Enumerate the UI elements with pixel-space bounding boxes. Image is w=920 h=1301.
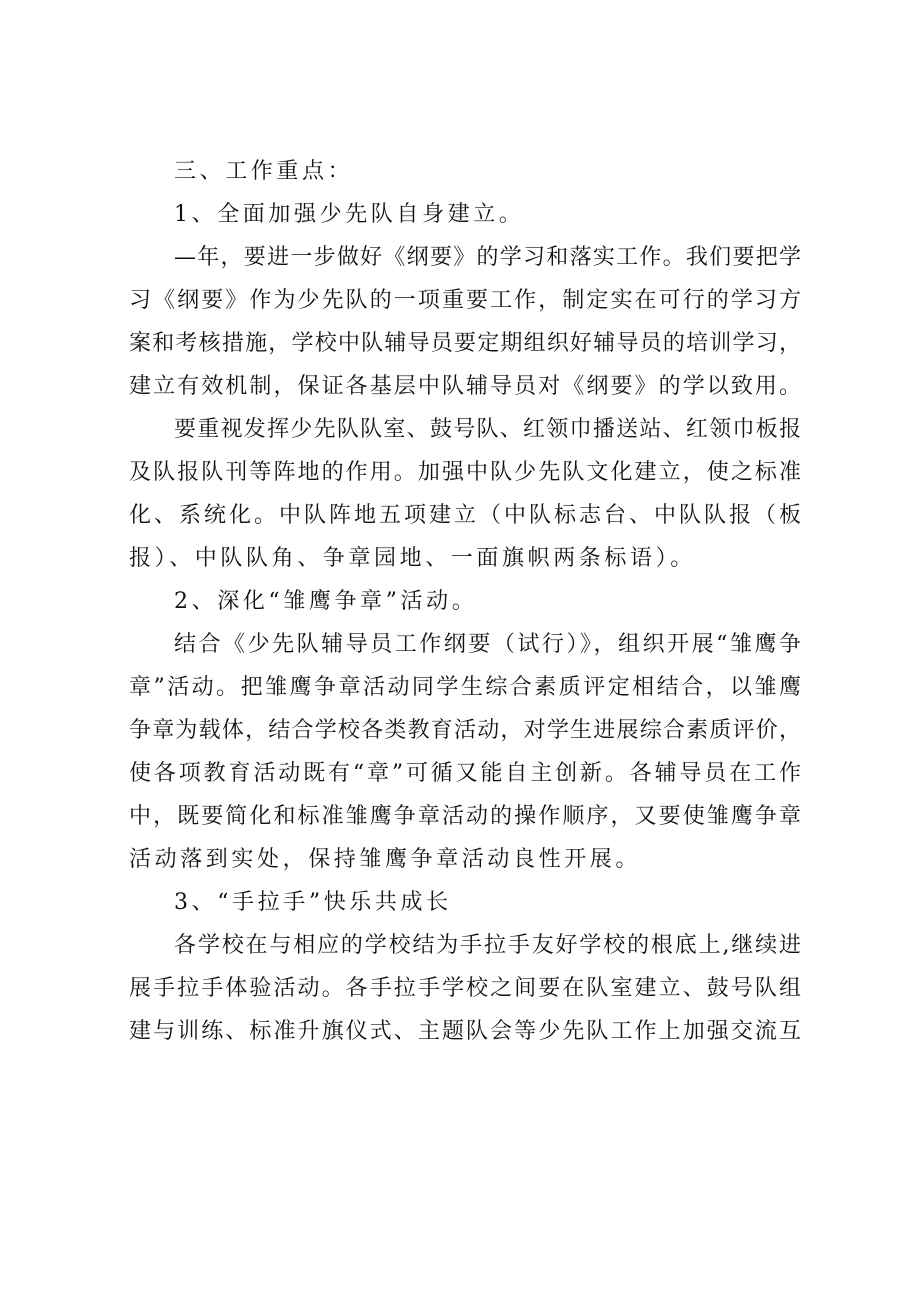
paragraph-line: 习《纲要》作为少先队的一项重要工作，制定实在可行的学习方 [129, 288, 801, 313]
paragraph-line: 展手拉手体验活动。各手拉手学校之间要在队室建立、鼓号队组 [129, 976, 801, 1001]
paragraph-line: 及队报队刊等阵地的作用。加强中队少先队文化建立，使之标准 [129, 460, 801, 485]
document-body [129, 150, 801, 1053]
subheading-3: 3、“手拉手”快乐共成长 [174, 890, 452, 915]
subheading-2: 2、深化“雏鹰争章”活动。 [174, 589, 478, 614]
paragraph-line: 化、系统化。中队阵地五项建立（中队标志台、中队队报（板 [129, 503, 801, 528]
paragraph-line: 结合《少先队辅导员工作纲要（试行）》，组织开展“雏鹰争 [174, 632, 801, 657]
paragraph-line: 活动落到实处，保持雏鹰争章活动良性开展。 [129, 847, 642, 872]
paragraph-line: 争章为载体，结合学校各类教育活动，对学生进展综合素质评价， [129, 718, 801, 743]
paragraph-line: 报）、中队队角、争章园地、一面旗帜两条标语）。 [129, 546, 696, 571]
paragraph-line: —年，要进一步做好《纲要》的学习和落实工作。我们要把学 [174, 245, 801, 270]
paragraph-line: 使各项教育活动既有“章”可循又能自主创新。各辅导员在工作 [129, 761, 801, 786]
subheading-1: 1、全面加强少先队自身建立。 [174, 202, 525, 227]
paragraph-line: 案和考核措施，学校中队辅导员要定期组织好辅导员的培训学习， [129, 331, 801, 356]
paragraph-line: 章”活动。把雏鹰争章活动同学生综合素质评定相结合，以雏鹰 [129, 675, 801, 700]
section-heading: 三、工作重点： [174, 159, 354, 184]
paragraph-line: 要重视发挥少先队队室、鼓号队、红领巾播送站、红领巾板报 [174, 417, 801, 442]
paragraph-line: 建立有效机制，保证各基层中队辅导员对《纲要》的学以致用。 [129, 374, 801, 399]
paragraph-line: 建与训练、标准升旗仪式、主题队会等少先队工作上加强交流互 [129, 1019, 801, 1044]
paragraph-line: 中，既要简化和标准雏鹰争章活动的操作顺序，又要使雏鹰争章 [129, 804, 801, 829]
paragraph-line: 各学校在与相应的学校结为手拉手友好学校的根底上,继续进 [174, 933, 801, 958]
